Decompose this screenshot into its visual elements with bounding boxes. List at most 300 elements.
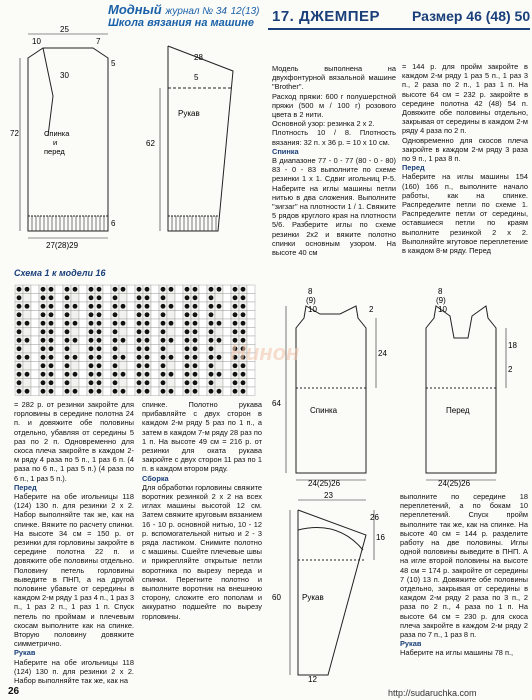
scheme-stitch-dot [209, 295, 214, 300]
paragraph: Наберите на иглы машины 154 (160) 166 п., выполните начало работы, как на спинке. Распределите петли по схеме 1. Распределите петли от середины, оставшиеся петли по краям выполните резинкой 2 х 2. Выполняйте жгутовое переплетение в каждом 8-м ряду. Перед [402, 172, 528, 256]
pattern-size: Размер 46 (48) 50 [412, 8, 531, 24]
scheme-cell [127, 379, 135, 388]
scheme-stitch-dot [185, 363, 190, 368]
paragraph: спинке. Полотно рукава прибавляйте с двух сторон в каждом 2-м ряду 5 раз по 1 п., а затем в каждом 7-м ряду 28 раз по 1 п. На высоте 49 см = 216 р. от резинки для оката рукава закройте с двух сторон 11 раз по 1 п. в каждом втором ряду. [142, 400, 262, 474]
scheme-stitch-dot [145, 346, 150, 351]
scheme-stitch-dot [145, 338, 150, 343]
d5-width-top: 23 [324, 491, 333, 500]
scheme-stitch-dot [241, 312, 246, 317]
scheme-stitch-dot [185, 338, 190, 343]
scheme-stitch-dot [145, 380, 150, 385]
scheme-stitch-dot [97, 355, 102, 360]
scheme-stitch-dot [89, 295, 94, 300]
scheme-stitch-dot [241, 304, 246, 309]
scheme-stitch-dot [97, 363, 102, 368]
scheme-cell [31, 336, 39, 345]
scheme-stitch-dot [145, 329, 150, 334]
scheme-stitch-dot [193, 338, 198, 343]
scheme-stitch-dot [17, 380, 22, 385]
scheme-cell [223, 328, 231, 337]
scheme-stitch-dot [209, 346, 214, 351]
scheme-stitch-dot [121, 287, 126, 292]
scheme-stitch-dot [193, 287, 198, 292]
scheme-stitch-dot [73, 372, 78, 377]
scheme-cell [199, 319, 207, 328]
scheme-stitch-dot [169, 389, 174, 394]
scheme-stitch-dot [17, 363, 22, 368]
scheme-cell [31, 311, 39, 320]
scheme-stitch-dot [65, 338, 70, 343]
watermark: Нинон [230, 340, 300, 365]
scheme-stitch-dot [89, 380, 94, 385]
scheme-title: Схема 1 к модели 16 [14, 268, 106, 278]
d1-height-1: 5 [111, 59, 116, 68]
d5-total-height: 60 [272, 593, 281, 602]
scheme-cell [247, 370, 255, 379]
scheme-cell [55, 294, 63, 303]
scheme-stitch-dot [193, 346, 198, 351]
scheme-stitch-dot [89, 287, 94, 292]
scheme-stitch-dot [17, 295, 22, 300]
scheme-stitch-dot [97, 287, 102, 292]
scheme-stitch-dot [25, 304, 30, 309]
scheme-stitch-dot [217, 321, 222, 326]
scheme-cell [31, 345, 39, 354]
scheme-cell [215, 311, 223, 320]
paragraph: Наберите на иглы машины 78 п., [400, 648, 514, 658]
scheme-cell [199, 311, 207, 320]
scheme-stitch-dot [41, 295, 46, 300]
scheme-stitch-dot [185, 380, 190, 385]
scheme-cell [223, 387, 231, 396]
scheme-stitch-dot [41, 380, 46, 385]
scheme-stitch-dot [97, 380, 102, 385]
scheme-stitch-dot [209, 355, 214, 360]
scheme-cell [175, 345, 183, 354]
d2-height-total: 62 [146, 139, 155, 148]
scheme-cell [127, 285, 135, 294]
scheme-stitch-dot [49, 346, 54, 351]
scheme-stitch-dot [137, 372, 142, 377]
scheme-stitch-dot [169, 338, 174, 343]
scheme-stitch-dot [169, 355, 174, 360]
scheme-stitch-dot [241, 329, 246, 334]
scheme-cell [71, 294, 79, 303]
scheme-cell [103, 353, 111, 362]
scheme-cell [31, 362, 39, 371]
scheme-cell [119, 328, 127, 337]
scheme-stitch-dot [193, 304, 198, 309]
d4-b: (9) [436, 296, 446, 305]
scheme-stitch-dot [137, 304, 142, 309]
scheme-stitch-dot [137, 355, 142, 360]
scheme-cell [199, 379, 207, 388]
scheme-stitch-dot [41, 355, 46, 360]
scheme-stitch-dot [121, 355, 126, 360]
scheme-cell [199, 328, 207, 337]
scheme-cell [55, 379, 63, 388]
scheme-cell [127, 294, 135, 303]
scheme-cell [247, 319, 255, 328]
d1-width-bottom: 27(28)29 [46, 241, 79, 250]
scheme-stitch-dot [145, 321, 150, 326]
scheme-cell [127, 387, 135, 396]
scheme-cell [119, 294, 127, 303]
scheme-stitch-dot [233, 295, 238, 300]
d4-e: 2 [508, 365, 513, 374]
scheme-stitch-dot [49, 363, 54, 368]
scheme-stitch-dot [161, 346, 166, 351]
scheme-stitch-dot [65, 380, 70, 385]
scheme-stitch-dot [137, 363, 142, 368]
scheme-cell [247, 387, 255, 396]
scheme-cell [175, 328, 183, 337]
text-column-mid-bottom [142, 400, 262, 621]
paragraph: Наберите на обе игольницы 118 (124) 130 п. для резинки 2 х 2. Набор выполняйте так же, как на [14, 657, 134, 686]
scheme-cell [71, 311, 79, 320]
section-heading-front: Перед [14, 482, 37, 492]
scheme-stitch-dot [17, 321, 22, 326]
scheme-stitch-dot [137, 389, 142, 394]
scheme-stitch-dot [41, 287, 46, 292]
scheme-stitch-dot [25, 338, 30, 343]
scheme-stitch-dot [49, 338, 54, 343]
scheme-cell [55, 345, 63, 354]
scheme-cell [151, 345, 159, 354]
scheme-stitch-dot [113, 287, 118, 292]
scheme-cell [215, 379, 223, 388]
scheme-cell [79, 285, 87, 294]
scheme-stitch-dot [193, 295, 198, 300]
scheme-cell [31, 285, 39, 294]
scheme-stitch-dot [209, 304, 214, 309]
scheme-cell [23, 345, 31, 354]
scheme-cell [55, 319, 63, 328]
scheme-cell [199, 302, 207, 311]
scheme-stitch-dot [137, 321, 142, 326]
section-heading-sleeve: Рукав [400, 639, 422, 649]
scheme-stitch-dot [217, 304, 222, 309]
scheme-cell [103, 336, 111, 345]
scheme-stitch-dot [97, 295, 102, 300]
section-heading-back: Спинка [272, 146, 299, 156]
scheme-stitch-dot [145, 304, 150, 309]
scheme-stitch-dot [89, 321, 94, 326]
scheme-cell [175, 362, 183, 371]
section-heading-assembly: Сборка [142, 473, 169, 483]
scheme-stitch-dot [217, 287, 222, 292]
scheme-stitch-dot [185, 312, 190, 317]
scheme-stitch-dot [65, 389, 70, 394]
scheme-cell [199, 370, 207, 379]
scheme-cell [23, 311, 31, 320]
d4-a: 8 [438, 288, 443, 296]
scheme-stitch-dot [233, 321, 238, 326]
scheme-stitch-dot [145, 355, 150, 360]
scheme-cell [151, 387, 159, 396]
scheme-stitch-dot [97, 338, 102, 343]
scheme-cell [119, 362, 127, 371]
scheme-cell [247, 294, 255, 303]
scheme-cell [71, 379, 79, 388]
scheme-cell [23, 328, 31, 337]
d1-height-total: 72 [10, 129, 19, 138]
scheme-stitch-dot [65, 346, 70, 351]
scheme-stitch-dot [89, 363, 94, 368]
scheme-stitch-dot [25, 321, 30, 326]
text-column-left-bottom [14, 400, 134, 685]
d3-arm-height: 24 [378, 349, 387, 358]
scheme-stitch-dot [145, 389, 150, 394]
scheme-stitch-dot [25, 355, 30, 360]
section-heading-front: Перед [402, 163, 425, 173]
d5-cap-height: 16 [376, 533, 385, 542]
scheme-cell [79, 379, 87, 388]
diagram-sleeve-top [138, 26, 268, 256]
scheme-cell [247, 379, 255, 388]
scheme-cell [167, 379, 175, 388]
diagram-back [268, 288, 393, 488]
scheme-stitch-dot [65, 321, 70, 326]
scheme-stitch-dot [41, 312, 46, 317]
scheme-stitch-dot [169, 287, 174, 292]
d5-side: 26 [370, 513, 379, 522]
scheme-cell [79, 336, 87, 345]
scheme-cell [103, 302, 111, 311]
scheme-cell [199, 387, 207, 396]
scheme-stitch-dot [41, 329, 46, 334]
scheme-cell [175, 285, 183, 294]
scheme-stitch-dot [97, 304, 102, 309]
scheme-stitch-dot [97, 329, 102, 334]
scheme-stitch-dot [89, 389, 94, 394]
scheme-stitch-dot [65, 329, 70, 334]
knitting-scheme-grid [14, 284, 260, 396]
scheme-cell [103, 294, 111, 303]
scheme-stitch-dot [137, 287, 142, 292]
scheme-stitch-dot [97, 321, 102, 326]
scheme-cell [103, 379, 111, 388]
scheme-stitch-dot [65, 355, 70, 360]
scheme-cell [71, 362, 79, 371]
scheme-cell [119, 379, 127, 388]
scheme-stitch-dot [65, 363, 70, 368]
scheme-cell [151, 353, 159, 362]
scheme-stitch-dot [41, 321, 46, 326]
scheme-stitch-dot [161, 329, 166, 334]
scheme-cell [55, 362, 63, 371]
scheme-stitch-dot [241, 321, 246, 326]
paragraph: Для обработки горловины свяжите воротник резинкой 2 х 2 на всех иглах машины высотой 12 см. Затем свяжите круговым вязанием 16 - 10 р. основной нитью, 10 - 12 р. вспомогательной нитью и 2 - 3 ряда ластиком. Снимите полотно с машины. Сшейте плечевые швы и прикрепляйте открытые петли воротника по вырезу переда и спинки. Перегните полотно и выполните воротник на внешнюю сторону, сложите его пополам и аккуратно подшейте по вырезу горловины. [142, 482, 262, 621]
scheme-cell [223, 379, 231, 388]
scheme-stitch-dot [113, 372, 118, 377]
scheme-cell [127, 311, 135, 320]
scheme-cell [31, 302, 39, 311]
scheme-cell [127, 353, 135, 362]
scheme-stitch-dot [185, 321, 190, 326]
scheme-cell [79, 345, 87, 354]
scheme-stitch-dot [25, 287, 30, 292]
scheme-cell [103, 345, 111, 354]
scheme-stitch-dot [137, 329, 142, 334]
paragraph: Модель выполнена на двухфонтурной вязальной машине "Brother". [272, 64, 396, 92]
d1-width-b: 7 [96, 37, 101, 46]
scheme-stitch-dot [97, 346, 102, 351]
scheme-cell [103, 328, 111, 337]
scheme-stitch-dot [217, 389, 222, 394]
paragraph: Расход пряжи: 600 г полушерстной пряжи (500 м / 100 г) розового цвета в 2 нити. [272, 91, 396, 120]
scheme-stitch-dot [233, 389, 238, 394]
scheme-stitch-dot [25, 372, 30, 377]
pattern-title: 17. ДЖЕМПЕР [272, 8, 381, 25]
scheme-cell [175, 311, 183, 320]
scheme-cell [151, 379, 159, 388]
scheme-stitch-dot [161, 355, 166, 360]
scheme-stitch-dot [145, 363, 150, 368]
scheme-cell [23, 362, 31, 371]
scheme-cell [175, 387, 183, 396]
scheme-stitch-dot [193, 321, 198, 326]
scheme-stitch-dot [113, 312, 118, 317]
scheme-cell [167, 345, 175, 354]
scheme-stitch-dot [169, 321, 174, 326]
d3-a: 8 [308, 288, 313, 296]
scheme-cell [175, 319, 183, 328]
scheme-cell [215, 294, 223, 303]
scheme-cell [151, 311, 159, 320]
scheme-stitch-dot [17, 389, 22, 394]
scheme-stitch-dot [137, 295, 142, 300]
scheme-stitch-dot [161, 287, 166, 292]
scheme-stitch-dot [113, 338, 118, 343]
scheme-stitch-dot [137, 346, 142, 351]
scheme-stitch-dot [193, 380, 198, 385]
page-number: 26 [8, 686, 20, 697]
scheme-cell [151, 319, 159, 328]
scheme-cell [55, 302, 63, 311]
scheme-cell [31, 353, 39, 362]
diagram-front [398, 288, 528, 488]
scheme-stitch-dot [193, 355, 198, 360]
scheme-stitch-dot [161, 321, 166, 326]
scheme-stitch-dot [17, 355, 22, 360]
scheme-cell [199, 345, 207, 354]
scheme-stitch-dot [137, 380, 142, 385]
scheme-cell [167, 328, 175, 337]
scheme-stitch-dot [233, 312, 238, 317]
scheme-stitch-dot [161, 363, 166, 368]
scheme-cell [151, 362, 159, 371]
paragraph: = 144 р. для пройм закройте в каждом 2-м ряду 1 раз 5 п., 1 раз 3 п., 2 раза по 2 п., 1 раз 1 п. На высоте 64 см = 232 р. закройте в середине полотна 42 (48) 54 п. Довяжите обе половины отдельно, закрывая от середины в каждом 2-м ряду 4 раза по 2 п. [402, 62, 528, 136]
scheme-stitch-dot [145, 287, 150, 292]
scheme-cell [223, 302, 231, 311]
scheme-cell [247, 328, 255, 337]
scheme-cell [119, 311, 127, 320]
diagram-back-front [8, 26, 128, 256]
d2-width-top: 28 [194, 53, 203, 62]
scheme-stitch-dot [17, 372, 22, 377]
scheme-stitch-dot [209, 372, 214, 377]
text-column-right-bottom [400, 492, 528, 658]
scheme-cell [215, 328, 223, 337]
scheme-cell [127, 345, 135, 354]
scheme-stitch-dot [113, 329, 118, 334]
scheme-stitch-dot [121, 389, 126, 394]
scheme-stitch-dot [65, 295, 70, 300]
scheme-stitch-dot [49, 380, 54, 385]
scheme-stitch-dot [41, 346, 46, 351]
scheme-stitch-dot [193, 312, 198, 317]
d3-width-bottom: 24(25)26 [308, 479, 341, 488]
scheme-stitch-dot [233, 329, 238, 334]
scheme-cell [247, 311, 255, 320]
scheme-stitch-dot [41, 304, 46, 309]
d4-c: 10 [438, 305, 447, 314]
scheme-stitch-dot [97, 312, 102, 317]
scheme-cell [223, 319, 231, 328]
d1-label: Спинка и перед [44, 129, 70, 156]
scheme-stitch-dot [89, 329, 94, 334]
scheme-cell [127, 302, 135, 311]
d3-label: Спинка [310, 406, 338, 415]
scheme-stitch-dot [89, 304, 94, 309]
d2-cap-height: 5 [194, 73, 199, 82]
scheme-stitch-dot [209, 329, 214, 334]
scheme-cell [175, 302, 183, 311]
scheme-stitch-dot [193, 329, 198, 334]
scheme-stitch-dot [145, 372, 150, 377]
scheme-cell [223, 285, 231, 294]
scheme-cell [103, 387, 111, 396]
scheme-cell [71, 345, 79, 354]
d1-width-a: 10 [32, 37, 41, 46]
scheme-cell [127, 328, 135, 337]
scheme-stitch-dot [49, 312, 54, 317]
paragraph: выполните по середине 18 переплетений, а по бокам 10 переплетений. Спуск пройм выполните так же, как на спинке. На высоте 40 см = 144 р. разделите работу на две половины. Иглы одной половины выведите в ПНП. А на игле второй половины на высоте 48 см = 174 р. закройте от середины 7 (10) 13 п. Довяжите обе половины отдельно, закрывая от середины в каждом 2-м ряду 2 раза по 3 п., 2 раза по 2 п., 4 раза по 1 п. На высоте 64 см = 230 р. для скоса плеча закройте в каждом 2-м ряду 2 раза по 7 п., 1 раз 8 п. [400, 492, 528, 640]
scheme-stitch-dot [241, 295, 246, 300]
scheme-stitch-dot [65, 287, 70, 292]
scheme-stitch-dot [185, 372, 190, 377]
scheme-stitch-dot [217, 372, 222, 377]
d5-width-bottom: 12 [308, 675, 317, 684]
scheme-stitch-dot [185, 355, 190, 360]
section-heading-sleeve: Рукав [14, 648, 36, 658]
scheme-stitch-dot [49, 389, 54, 394]
paragraph: Плотность 10 / 8. Плотность вязания: 32 п. х 36 р. = 10 х 10 см. [272, 128, 396, 147]
scheme-stitch-dot [121, 321, 126, 326]
scheme-cell [167, 311, 175, 320]
scheme-stitch-dot [113, 363, 118, 368]
source-url: http://sudaruchka.com [388, 688, 477, 698]
scheme-stitch-dot [49, 372, 54, 377]
d1-height-rib: 6 [111, 219, 116, 228]
scheme-stitch-dot [73, 321, 78, 326]
scheme-stitch-dot [193, 372, 198, 377]
scheme-stitch-dot [145, 312, 150, 317]
scheme-cell [55, 328, 63, 337]
scheme-stitch-dot [233, 287, 238, 292]
scheme-stitch-dot [121, 372, 126, 377]
scheme-stitch-dot [113, 355, 118, 360]
scheme-cell [175, 353, 183, 362]
scheme-stitch-dot [113, 380, 118, 385]
scheme-cell [79, 370, 87, 379]
scheme-stitch-dot [185, 295, 190, 300]
scheme-stitch-dot [49, 304, 54, 309]
scheme-stitch-dot [17, 338, 22, 343]
scheme-stitch-dot [209, 389, 214, 394]
scheme-stitch-dot [217, 355, 222, 360]
